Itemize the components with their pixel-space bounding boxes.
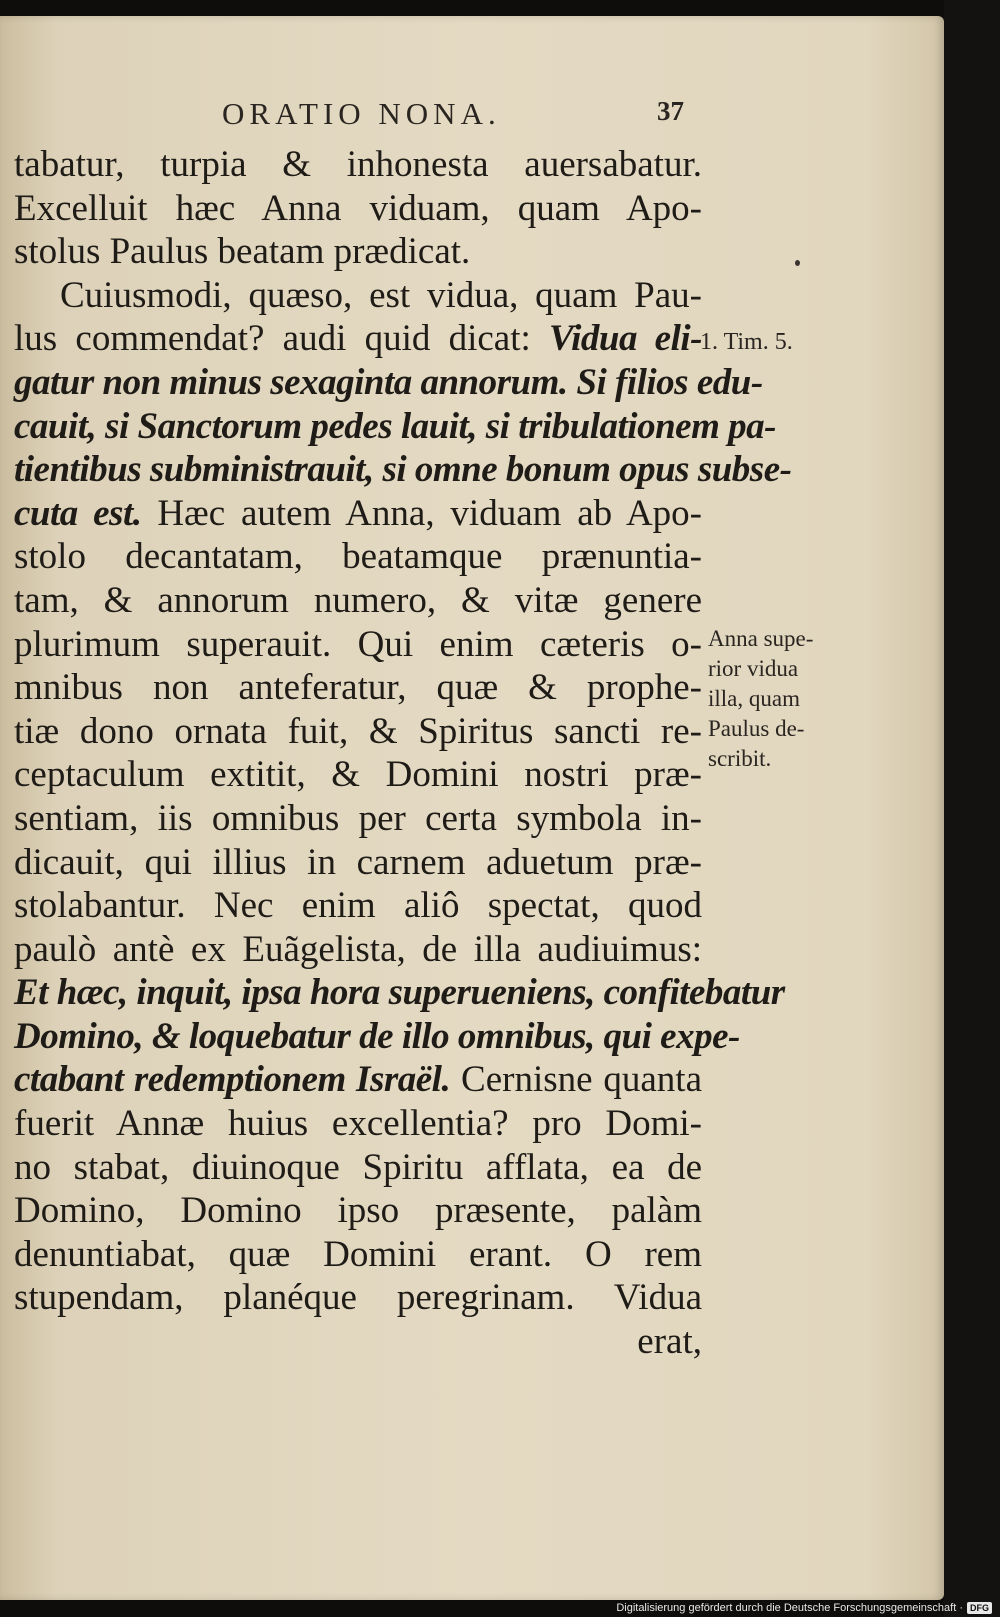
text-line: tabatur, turpia & inhonesta auersabatur. (14, 144, 702, 185)
text-line: tientibus subministrauit, si omne bonum opus subse- (14, 449, 792, 491)
text-line: Domino, & loquebatur de illo omnibus, qui expe- (14, 1015, 740, 1057)
text-line: lus commendat? audi quid dicat: Vidua eli- (14, 318, 702, 360)
text-line: ceptaculum extitit, & Domini nostri præ- (14, 754, 702, 796)
text-line: Cuiusmodi, quæso, est vidua, quam Pau- (60, 274, 702, 316)
text-line: ctabant redemptionem Israël. Cernisne quanta (14, 1059, 702, 1101)
text-line: Excelluit hæc Anna viduam, quam Apo- (14, 187, 702, 229)
text-line: dicauit, qui illius in carnem aduetum præ- (14, 841, 702, 883)
text-line: no stabat, diuinoque Spiritu afflata, ea de (14, 1146, 702, 1188)
scan-background (944, 0, 1000, 1617)
text-line: sentiam, iis omnibus per certa symbola in- (14, 797, 702, 839)
text-line: stolo decantatam, beatamque prænuntia- (14, 536, 702, 578)
text-line: stolabantur. Nec enim aliô spectat, quod (14, 885, 702, 927)
text-line: fuerit Annæ huius excellentia? pro Domi- (14, 1103, 702, 1145)
text-line: stupendam, planéque peregrinam. Vidua (14, 1277, 702, 1319)
text-line: tam, & annorum numero, & vitæ genere (14, 579, 702, 621)
text-line: stolus Paulus beatam prædicat. (14, 231, 471, 273)
margin-note-line: rior vidua (708, 656, 799, 681)
text-line: denuntiabat, quæ Domini erant. O rem (14, 1233, 702, 1275)
credit-text: Digitalisierung gefördert durch die Deutsche Forschungsgemeinschaft · (616, 1602, 963, 1614)
text-line: Domino, Domino ipso præsente, palàm (14, 1190, 702, 1232)
text-line: gatur non minus sexaginta annorum. Si filios edu- (14, 361, 763, 403)
margin-note-line: scribit. (708, 746, 772, 771)
text-line: cuta est. Hæc autem Anna, viduam ab Apo- (14, 492, 703, 534)
text-line: cauit, si Sanctorum pedes lauit, si tribulationem pa- (14, 405, 776, 447)
margin-reference: 1. Tim. 5. (700, 329, 793, 355)
ink-spot (795, 260, 800, 266)
dfg-logo: DFG (967, 1602, 992, 1614)
margin-note-line: Anna supe- (708, 626, 814, 651)
text-line: Et hæc, inquit, ipsa hora superueniens, confitebatur (14, 972, 785, 1014)
book-page (0, 16, 944, 1600)
digitization-credit (616, 1602, 992, 1614)
text-line: plurimum superauit. Qui enim cæteris o- (14, 623, 702, 665)
margin-note-line: illa, quam (708, 686, 800, 711)
text-line: mnibus non anteferatur, quæ & prophe- (14, 667, 702, 709)
page-number: 37 (657, 96, 684, 126)
text-line: paulò antè ex Euãgelista, de illa audiuimus: (14, 928, 702, 970)
text-line: tiæ dono ornata fuit, & Spiritus sancti re- (14, 710, 702, 752)
running-title: ORATIO NONA. (222, 96, 501, 131)
margin-note-line: Paulus de- (708, 716, 805, 741)
text-line: erat, (637, 1321, 702, 1363)
page-header (0, 78, 720, 131)
margin-note (708, 624, 843, 774)
